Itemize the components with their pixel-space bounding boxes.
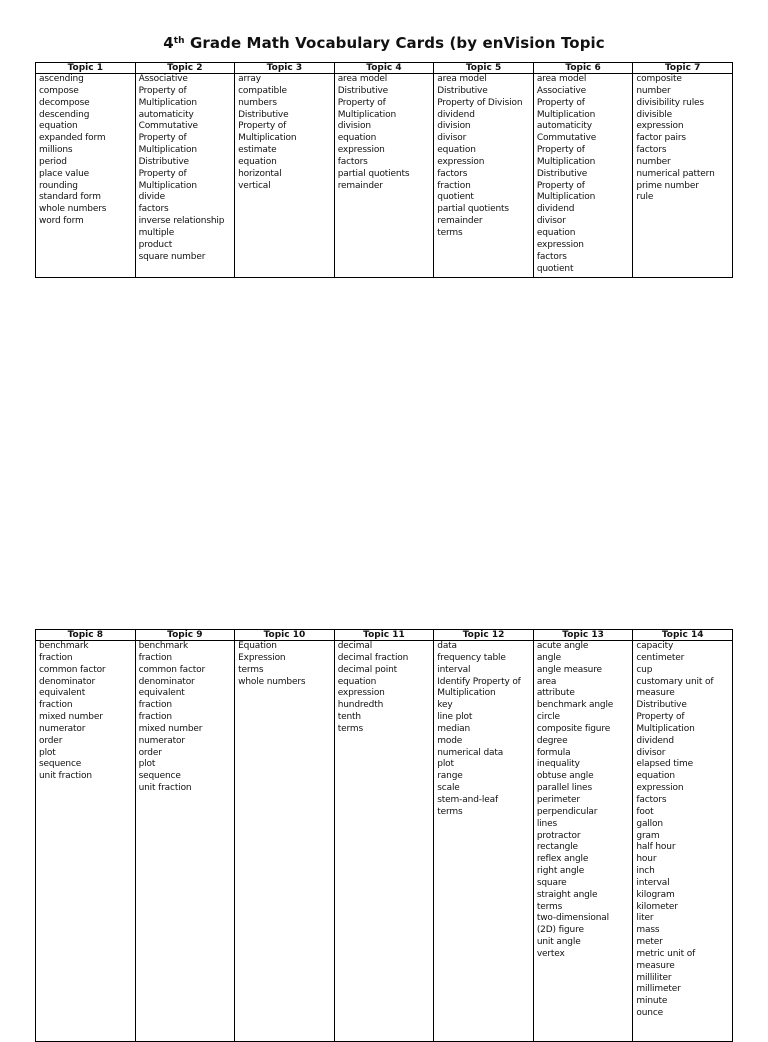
vocab-term: terms — [536, 901, 563, 912]
vocab-term: kilogram — [636, 889, 675, 900]
vocab-term: denominator — [138, 676, 195, 687]
vocab-term: plot — [437, 759, 454, 770]
vocab-term: numbers — [238, 97, 277, 108]
topic-header: Topic 4 — [334, 63, 434, 74]
vocab-term: Multiplication — [337, 109, 397, 120]
vocab-term: rectangle — [536, 842, 578, 853]
vocab-term: protractor — [536, 830, 581, 841]
vocab-term: factors — [636, 794, 667, 805]
vocab-term: interval — [636, 877, 670, 888]
vocab-term: Distributive — [337, 85, 389, 96]
vocab-term: stem-and-leaf — [437, 794, 498, 805]
vocab-term: partial quotients — [337, 168, 410, 179]
topic-term-list — [235, 641, 335, 1042]
vocab-term: fraction — [437, 180, 471, 191]
vocab-term: milliliter — [636, 972, 672, 983]
vocab-term: numerical data — [437, 747, 504, 758]
vocab-term: vertex — [536, 948, 565, 959]
vocab-term: Property of — [536, 97, 585, 108]
vocab-term: Associative — [138, 74, 188, 84]
vocab-term: inverse relationship — [138, 216, 225, 227]
vocab-term: area model — [437, 74, 487, 84]
vocab-term: standard form — [39, 192, 101, 203]
vocab-term: dividend — [437, 109, 475, 120]
vocab-term: equation — [437, 145, 476, 156]
vocab-term: ounce — [636, 1008, 664, 1019]
topic-term-list — [434, 74, 534, 278]
vocab-term: period — [39, 156, 67, 167]
vocab-term: Equation — [238, 641, 277, 651]
vocab-term: unit angle — [536, 937, 581, 948]
vocab-term: median — [437, 723, 471, 734]
vocab-term: foot — [636, 806, 654, 817]
table-row — [36, 641, 733, 1042]
vocabulary-table-topics-8-14 — [35, 629, 733, 1042]
vocab-term: inequality — [536, 759, 580, 770]
vocab-term: tenth — [337, 712, 361, 723]
topic-header: Topic 12 — [434, 630, 534, 641]
topic-header: Topic 10 — [235, 630, 335, 641]
vocab-term: square number — [138, 251, 206, 262]
vocab-term: unit fraction — [138, 783, 192, 794]
vocab-term: Property of — [138, 133, 187, 144]
vocab-term: numerical pattern — [636, 168, 715, 179]
vocab-term: divisor — [536, 216, 566, 227]
topic-term-list — [334, 641, 434, 1042]
vocab-term: multiple — [138, 227, 175, 238]
vocab-term: divisor — [636, 747, 666, 758]
vocab-term: ascending — [39, 74, 84, 84]
topic-term-list — [36, 641, 136, 1042]
vocab-term: expression — [437, 156, 485, 167]
vocab-term: composite figure — [536, 723, 611, 734]
vocab-term: measure — [636, 960, 675, 971]
table-header-row — [36, 63, 733, 74]
vocab-term: decimal point — [337, 664, 398, 675]
vocab-term: remainder — [437, 216, 483, 227]
vocab-term: gallon — [636, 818, 663, 829]
vocab-term: area — [536, 676, 557, 687]
vocab-term: measure — [636, 688, 675, 699]
vocab-term: angle measure — [536, 664, 602, 675]
vocab-term: numerator — [39, 723, 86, 734]
vocab-term: plot — [138, 759, 156, 770]
vocab-term: quotient — [536, 263, 574, 274]
vocab-term: mode — [437, 735, 463, 746]
vocab-term: dividend — [636, 735, 674, 746]
vocab-term: estimate — [238, 145, 277, 156]
topic-term-list — [633, 641, 733, 1042]
vocab-term: array — [238, 74, 261, 84]
vocab-term: Multiplication — [138, 180, 197, 191]
vocab-term: elapsed time — [636, 759, 693, 770]
vocab-term: equivalent — [39, 688, 86, 699]
vocab-term: expression — [337, 145, 385, 156]
page-title — [0, 34, 768, 52]
vocab-term: dividend — [536, 204, 575, 215]
vocab-term: equation — [238, 156, 277, 167]
title-text: Grade Math Vocabulary Cards (by enVision Topic — [184, 34, 605, 52]
vocab-term: area model — [536, 74, 587, 84]
vocab-term: attribute — [536, 688, 575, 699]
vocab-term: terms — [238, 664, 264, 675]
vocab-term: decompose — [39, 97, 90, 108]
vocab-term: Property of — [536, 145, 585, 156]
vocab-term: Multiplication — [536, 109, 596, 120]
vocab-term: range — [437, 771, 463, 782]
vocab-term: Property of — [636, 712, 685, 723]
vocab-term: mixed number — [39, 712, 103, 723]
vocab-term: benchmark — [39, 641, 89, 651]
vocab-term: kilometer — [636, 901, 678, 912]
topic-header: Topic 3 — [235, 63, 335, 74]
vocab-term: hundredth — [337, 700, 384, 711]
vocab-term: obtuse angle — [536, 771, 594, 782]
vocab-term: factors — [138, 204, 169, 215]
vocab-term: numerator — [138, 735, 185, 746]
vocab-term: remainder — [337, 180, 383, 191]
vocab-term: customary unit of — [636, 676, 714, 687]
vocab-term: equation — [636, 771, 675, 782]
vocab-term: inch — [636, 866, 655, 877]
vocab-term: unit fraction — [39, 771, 92, 782]
vocab-term: division — [337, 121, 371, 132]
vocab-term: centimeter — [636, 652, 685, 663]
topic-term-list — [533, 641, 633, 1042]
vocab-term: cup — [636, 664, 653, 675]
vocab-term: compose — [39, 85, 79, 96]
topic-header: Topic 14 — [633, 630, 733, 641]
vocab-term: gram — [636, 830, 660, 841]
title-superscript: th — [173, 36, 185, 46]
vocab-term: Multiplication — [138, 145, 197, 156]
vocab-term: Distributive — [138, 156, 189, 167]
vocab-term: fraction — [138, 712, 172, 723]
topic-header: Topic 6 — [533, 63, 633, 74]
vocab-term: Distributive — [636, 700, 687, 711]
vocab-term: Multiplication — [437, 688, 496, 699]
vocab-term: reflex angle — [536, 854, 589, 865]
vocab-term: sequence — [39, 759, 82, 770]
vocab-term: Property of — [536, 180, 585, 191]
table-row — [36, 74, 733, 278]
vocab-term: interval — [437, 664, 471, 675]
vocab-term: factors — [437, 168, 468, 179]
topic-header: Topic 13 — [533, 630, 633, 641]
vocab-term: quotient — [437, 192, 474, 203]
vocab-term: lines — [536, 818, 557, 829]
topic-header: Topic 11 — [334, 630, 434, 641]
topic-header: Topic 1 — [36, 63, 136, 74]
vocab-term: Distributive — [238, 109, 289, 120]
vocab-term: Distributive — [536, 168, 588, 179]
vocab-term: number — [636, 156, 671, 167]
vocab-term: Distributive — [437, 85, 488, 96]
vocab-term: Property of — [138, 85, 187, 96]
vocab-term: expanded form — [39, 133, 106, 144]
vocab-term: acute angle — [536, 641, 589, 651]
topic-term-list — [135, 74, 235, 278]
vocab-term: equivalent — [138, 688, 185, 699]
vocabulary-table-topics-1-7 — [35, 62, 733, 278]
vocab-term: hour — [636, 854, 657, 865]
vocab-term: angle — [536, 652, 562, 663]
vocab-term: millions — [39, 145, 73, 156]
vocab-term: terms — [337, 723, 364, 734]
vocab-term: formula — [536, 747, 571, 758]
vocab-term: degree — [536, 735, 568, 746]
vocab-term: prime number — [636, 180, 699, 191]
vocab-term: half hour — [636, 842, 676, 853]
vocab-term: common factor — [39, 664, 106, 675]
vocab-term: key — [437, 700, 453, 711]
vocab-term: rounding — [39, 180, 78, 191]
vocab-term: equation — [337, 133, 377, 144]
vocab-term: millimeter — [636, 984, 681, 995]
vocab-term: plot — [39, 747, 56, 758]
vocab-term: mixed number — [138, 723, 203, 734]
vocab-term: benchmark angle — [536, 700, 614, 711]
vocab-term: horizontal — [238, 168, 282, 179]
topic-header: Topic 7 — [633, 63, 733, 74]
vocab-term: perimeter — [536, 794, 580, 805]
vocab-term: factors — [636, 145, 667, 156]
vocab-term: order — [39, 735, 63, 746]
vocab-term: fraction — [39, 700, 73, 711]
vocab-term: number — [636, 85, 671, 96]
vocab-term: divisible — [636, 109, 673, 120]
vocab-term: fraction — [138, 652, 172, 663]
vocab-term: Multiplication — [636, 723, 695, 734]
vocab-term: Property of — [138, 168, 187, 179]
vocab-term: decimal — [337, 641, 373, 651]
topic-term-list — [533, 74, 633, 278]
vocab-term: parallel lines — [536, 783, 592, 794]
vocab-term: factor pairs — [636, 133, 686, 144]
topic-term-list — [434, 641, 534, 1042]
vocab-term: product — [138, 239, 173, 250]
vocab-term: liter — [636, 913, 654, 924]
vocab-term: divisor — [437, 133, 467, 144]
vocab-term: expression — [536, 239, 584, 250]
vocab-term: terms — [437, 227, 463, 238]
vocab-term: terms — [437, 806, 463, 817]
vocab-term: Multiplication — [536, 156, 596, 167]
vocab-term: factors — [536, 251, 567, 262]
vocab-term: place value — [39, 168, 90, 179]
vocab-term: Commutative — [536, 133, 597, 144]
vocab-term: frequency table — [437, 652, 506, 663]
vocab-term: perpendicular — [536, 806, 598, 817]
vocab-term: capacity — [636, 641, 674, 651]
vocab-term: expression — [636, 121, 684, 132]
vocab-term: Multiplication — [238, 133, 297, 144]
title-grade: 4 — [163, 34, 174, 52]
vocab-term: division — [437, 121, 471, 132]
vocab-term: order — [138, 747, 162, 758]
vocab-term: expression — [636, 783, 684, 794]
vocab-term: data — [437, 641, 457, 651]
vocab-term: area model — [337, 74, 388, 84]
vocab-term: word form — [39, 216, 84, 227]
vocab-term: denominator — [39, 676, 96, 687]
vocab-term: equation — [39, 121, 78, 132]
vocab-term: factors — [337, 156, 368, 167]
vocab-term: equation — [536, 227, 576, 238]
topic-header: Topic 5 — [434, 63, 534, 74]
topic-term-list — [135, 641, 235, 1042]
vocab-term: (2D) figure — [536, 925, 584, 936]
vocab-term: metric unit of — [636, 948, 696, 959]
vocab-term: benchmark — [138, 641, 189, 651]
vocab-term: descending — [39, 109, 90, 120]
vocab-term: common factor — [138, 664, 206, 675]
vocab-term: whole numbers — [238, 676, 306, 687]
topic-header: Topic 9 — [135, 630, 235, 641]
vocab-term: circle — [536, 712, 560, 723]
vocab-term: minute — [636, 996, 668, 1007]
vocab-term: fraction — [138, 700, 172, 711]
vocab-term: expression — [337, 688, 385, 699]
vocab-term: mass — [636, 925, 660, 936]
vocab-term: square — [536, 877, 567, 888]
vocab-term: rule — [636, 192, 654, 203]
vocab-term: Property of — [238, 121, 287, 132]
vocab-term: fraction — [39, 652, 73, 663]
table-header-row — [36, 630, 733, 641]
vocab-term: partial quotients — [437, 204, 509, 215]
vocab-term: vertical — [238, 180, 271, 191]
topic-term-list — [633, 74, 733, 278]
vocab-term: Commutative — [138, 121, 198, 132]
vocab-term: sequence — [138, 771, 181, 782]
vocab-term: Expression — [238, 652, 286, 663]
vocab-term: divisibility rules — [636, 97, 704, 108]
vocab-term: two-dimensional — [536, 913, 610, 924]
vocab-term: Associative — [536, 85, 587, 96]
topic-term-list — [334, 74, 434, 278]
vocab-term: Property of — [337, 97, 386, 108]
vocab-term: Identify Property of — [437, 676, 521, 687]
vocab-term: right angle — [536, 866, 585, 877]
vocab-term: divide — [138, 192, 165, 203]
vocab-term: decimal fraction — [337, 652, 409, 663]
topic-term-list — [36, 74, 136, 278]
vocab-term: line plot — [437, 712, 473, 723]
vocab-term: scale — [437, 783, 460, 794]
topic-term-list — [235, 74, 335, 278]
vocab-term: Property of Division — [437, 97, 523, 108]
vocab-term: compatible — [238, 85, 287, 96]
vocab-term: automaticity — [536, 121, 592, 132]
vocab-term: automaticity — [138, 109, 194, 120]
topic-header: Topic 8 — [36, 630, 136, 641]
topic-header: Topic 2 — [135, 63, 235, 74]
vocab-term: equation — [337, 676, 377, 687]
vocab-term: whole numbers — [39, 204, 107, 215]
vocab-term: Multiplication — [536, 192, 596, 203]
vocab-term: composite — [636, 74, 682, 84]
vocab-term: Multiplication — [138, 97, 197, 108]
vocab-term: straight angle — [536, 889, 598, 900]
vocab-term: meter — [636, 937, 663, 948]
